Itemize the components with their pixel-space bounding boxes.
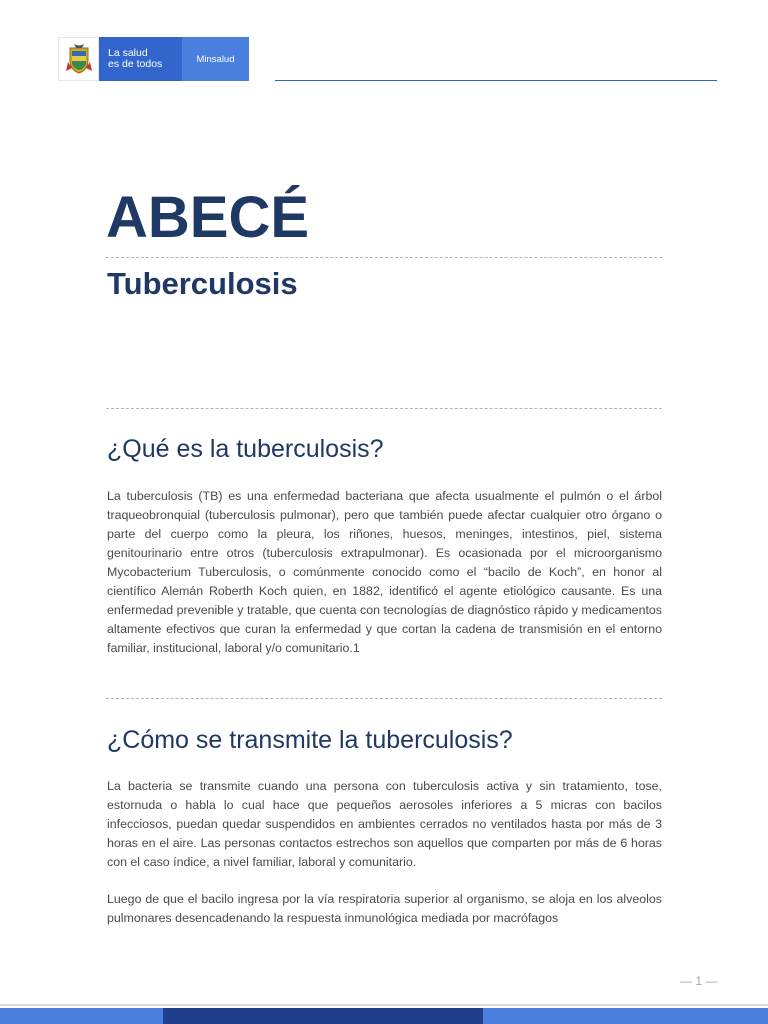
title-divider — [106, 257, 662, 258]
footer-bar-left — [0, 1008, 163, 1024]
section-paragraph: La tuberculosis (TB) es una enfermedad bacteriana que afecta usualmente el pulmón o el árbol traqueobronquial (tuberculosis pulmonar), pero que también puede afectar cualquier otro órgano o parte del cuerpo como la pleura, los riñones, huesos, meninges, intestinos, piel, sistema genitourinario entre otros (tuberculosis extrapulmonar). Es ocasionada por el microorganismo Mycobacterium Tuberculosis, o comúnmente conocido como el “bacilo de Koch”, en honor al científico Alemán Roberth Koch quien, en 1882, identificó el agente etiológico causante. Es una enfermedad prevenible y tratable, que cuenta con tecnologías de diagnóstico rápido y medicamentos altamente efectivos que curan la enfermedad y que cortan la cadena de transmisión en el entorno familiar, institucional, laboral y/o comunitario.1 — [107, 489, 662, 655]
logo-line-1: La salud — [108, 47, 148, 59]
footer-bar-right — [483, 1008, 768, 1024]
section-paragraph: Luego de que el bacilo ingresa por la vía respiratoria superior al organismo, se aloja en los alveolos pulmonares desencadenando la respuesta inmunológica mediada por macrófagos — [107, 892, 662, 925]
coat-of-arms-icon — [58, 37, 99, 81]
page-subtitle: Tuberculosis — [107, 266, 298, 301]
logo-slogan — [99, 37, 182, 81]
logo-brand: Minsalud — [182, 37, 249, 81]
section-divider — [106, 408, 662, 409]
header-rule — [275, 80, 717, 81]
logo-line-2: es de todos — [108, 58, 163, 70]
section-divider — [106, 698, 662, 699]
minsalud-logo — [58, 37, 249, 81]
page-number: — 1 — — [680, 974, 718, 988]
footer-rule — [0, 1004, 768, 1006]
page-title: ABECÉ — [106, 185, 310, 250]
section-paragraph: La bacteria se transmite cuando una persona con tuberculosis activa y sin tratamiento, tose, estornuda o habla lo cual hace que pequeños aerosoles inferiores a 5 micras con bacilos infecciosos, puedan quedar suspendidos en ambientes cerrados no ventilados hasta por más de 3 horas en el aire. Las personas contactos estrechos son aquellos que comparten por más de 6 horas con el caso índice, a nivel familiar, laboral y comunitario. — [107, 779, 662, 869]
section-heading-como-se-transmite: ¿Cómo se transmite la tuberculosis? — [107, 726, 513, 754]
section-heading-que-es: ¿Qué es la tuberculosis? — [107, 435, 384, 463]
footer-bar-center — [163, 1008, 483, 1024]
